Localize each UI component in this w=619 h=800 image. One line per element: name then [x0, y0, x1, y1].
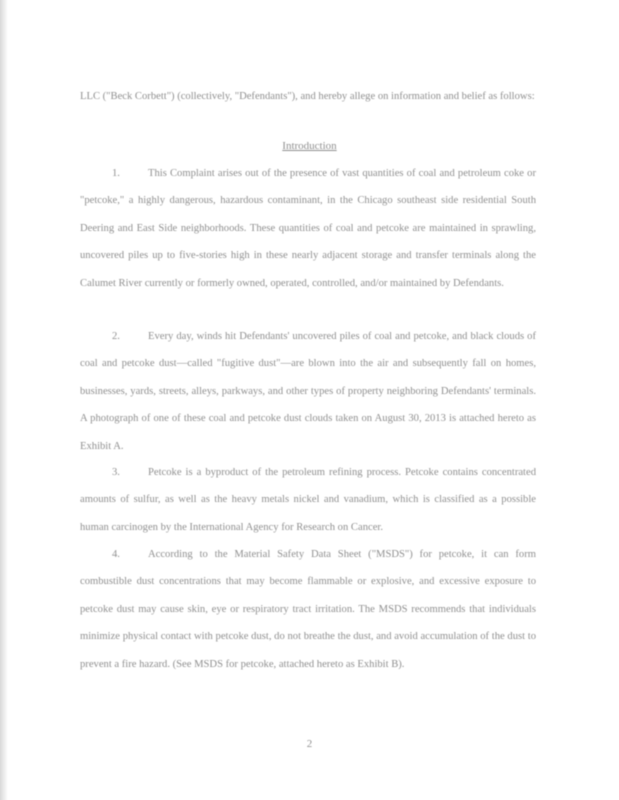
intro-continuation: LLC ("Beck Corbett") (collectively, "Defendants"), and hereby allege on information and belief as follows: [80, 91, 535, 102]
paragraph-text: Petcoke is a byproduct of the petroleum refining process. Petcoke contains concentrated amounts of sulfur, as well as the heavy metals nickel and vanadium, which is classified as a possible human carcinogen by the International Agency for Research on Cancer. [80, 467, 536, 533]
paragraph-text: According to the Material Safety Data Sheet ("MSDS") for petcoke, it can form combustible dust concentrations that may become flammable or explosive, and excessive exposure to petcoke dust may cause skin, eye or respiratory tract irritation. The MSDS recommends that individuals minimize physical contact with petcoke dust, do not breathe the dust, and avoid accumulation of the dust to prevent a fire hazard. (See MSDS for petcoke, attached hereto as Exhibit B). [80, 549, 536, 670]
paragraph-text: Every day, winds hit Defendants' uncovered piles of coal and petcoke, and black clouds of coal and petcoke dust—called "fugitive dust"—are blown into the air and subsequently fall on homes, businesses, yards, streets, alleys, parkways, and other types of property neighboring Defendants' terminals. A photograph of one of these coal and petcoke dust clouds taken on August 30, 2013 is attached hereto as Exhibit A. [80, 331, 536, 452]
section-heading: Introduction [282, 140, 337, 152]
paragraph-number: 1. [112, 168, 120, 179]
page-number: 2 [306, 738, 313, 750]
paragraph-text: This Complaint arises out of the presence of vast quantities of coal and petroleum coke or "petcoke," a highly dangerous, hazardous contaminant, in the Chicago southeast side residential South Deering and East Side neighborhoods. These quantities of coal and petcoke are maintained in sprawling, uncovered piles up to five-stories high in these nearly adjacent storage and transfer terminals along the Calumet River currently or formerly owned, operated, controlled, and/or maintained by Defendants. [80, 168, 536, 289]
paragraph-number: 4. [112, 549, 120, 560]
paragraph-3 [80, 459, 536, 541]
paragraph-number: 3. [112, 467, 120, 478]
paragraph-1 [80, 160, 536, 297]
paragraph-2 [80, 323, 536, 460]
paragraph-number: 2. [112, 331, 120, 342]
scan-edge-shadow [0, 0, 8, 800]
paragraph-4 [80, 541, 536, 678]
